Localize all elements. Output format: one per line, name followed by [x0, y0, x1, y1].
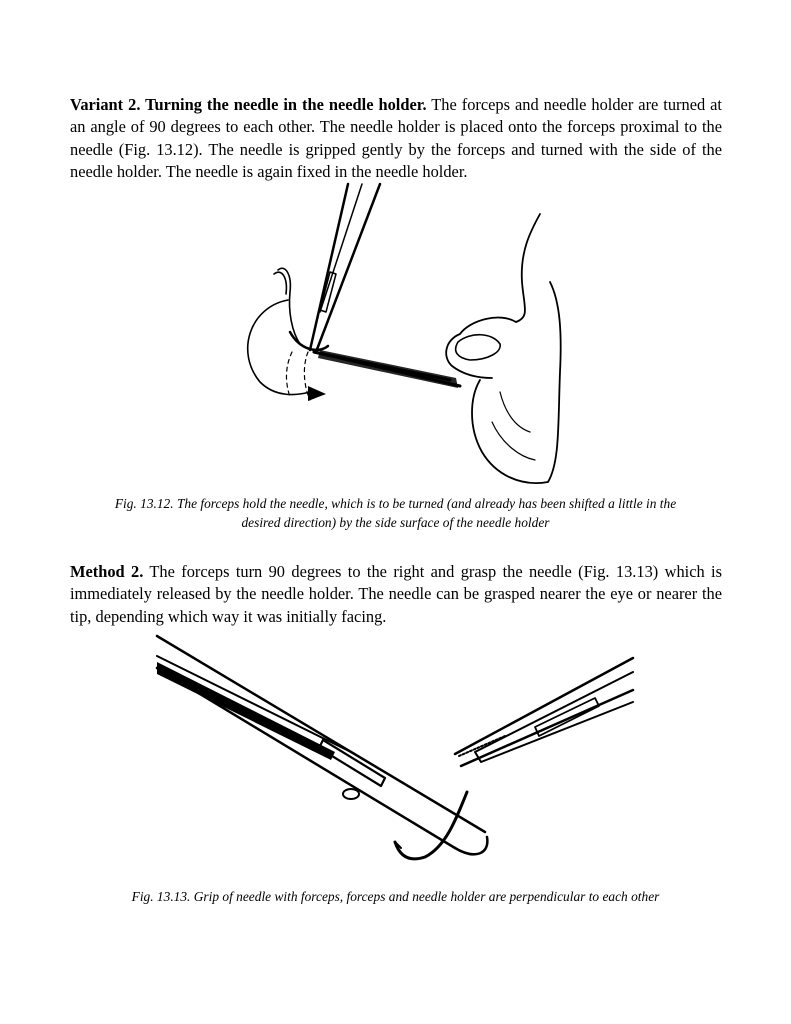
figure-13-13-illustration	[155, 632, 640, 872]
figure-13-12-illustration	[230, 182, 570, 492]
figure-13-13-caption: Fig. 13.13. Grip of needle with forceps, forceps and needle holder are perpendicular to each other	[131, 889, 660, 904]
needle-holder-edge-top	[157, 636, 485, 832]
paragraph-variant-2	[70, 94, 722, 183]
needle-holder-shaft	[318, 350, 458, 388]
paragraph-body: The forceps and needle holder are turned at an angle of 90 degrees to each other. The needle holder is placed onto the forceps proximal to the needle (Fig. 13.12). The needle is gripped gently by the forceps and turned with the side of the needle holder. The needle is again fixed in the needle holder.	[70, 95, 722, 181]
caption-line-2: desired direction) by the side surface of the needle holder	[241, 515, 550, 530]
rotation-arrow	[248, 300, 310, 395]
needle-holder-dark-band	[157, 662, 335, 760]
forceps-arm-top	[455, 658, 633, 754]
forceps-arm-left	[310, 184, 348, 350]
needle-holder-inner-line	[157, 656, 355, 754]
forceps-arm-bottom	[461, 690, 633, 766]
paragraph-method-2	[70, 561, 722, 628]
needle-holder-tip	[455, 837, 487, 854]
paragraph-heading: Variant 2. Turning the needle in the needle holder.	[70, 95, 427, 114]
thumbnail	[456, 335, 501, 360]
hand-outline-palm	[472, 282, 561, 483]
suture-thread-strand	[274, 272, 286, 294]
finger-crease-2	[492, 422, 535, 460]
thumb-outline	[446, 318, 516, 378]
paragraph-body: The forceps turn 90 degrees to the right and grasp the needle (Fig. 13.13) which is immediately released by the needle holder. The needle can be grasped nearer the eye or nearer the tip, depending which way it was initially facing.	[70, 562, 722, 626]
needle-holder-slot	[319, 740, 385, 786]
paragraph-heading: Method 2.	[70, 562, 144, 581]
needle-path-dashed	[286, 352, 292, 397]
forceps-arm-right	[316, 184, 380, 352]
hand-outline-finger	[516, 214, 540, 322]
caption-line-1: Fig. 13.12. The forceps hold the needle, which is to be turned (and already has been shifted a little in the	[114, 496, 677, 511]
arrow-head-icon	[308, 386, 326, 401]
needle-holder-joint	[343, 789, 359, 799]
figure-13-12-caption	[40, 494, 751, 532]
finger-crease	[500, 392, 530, 432]
